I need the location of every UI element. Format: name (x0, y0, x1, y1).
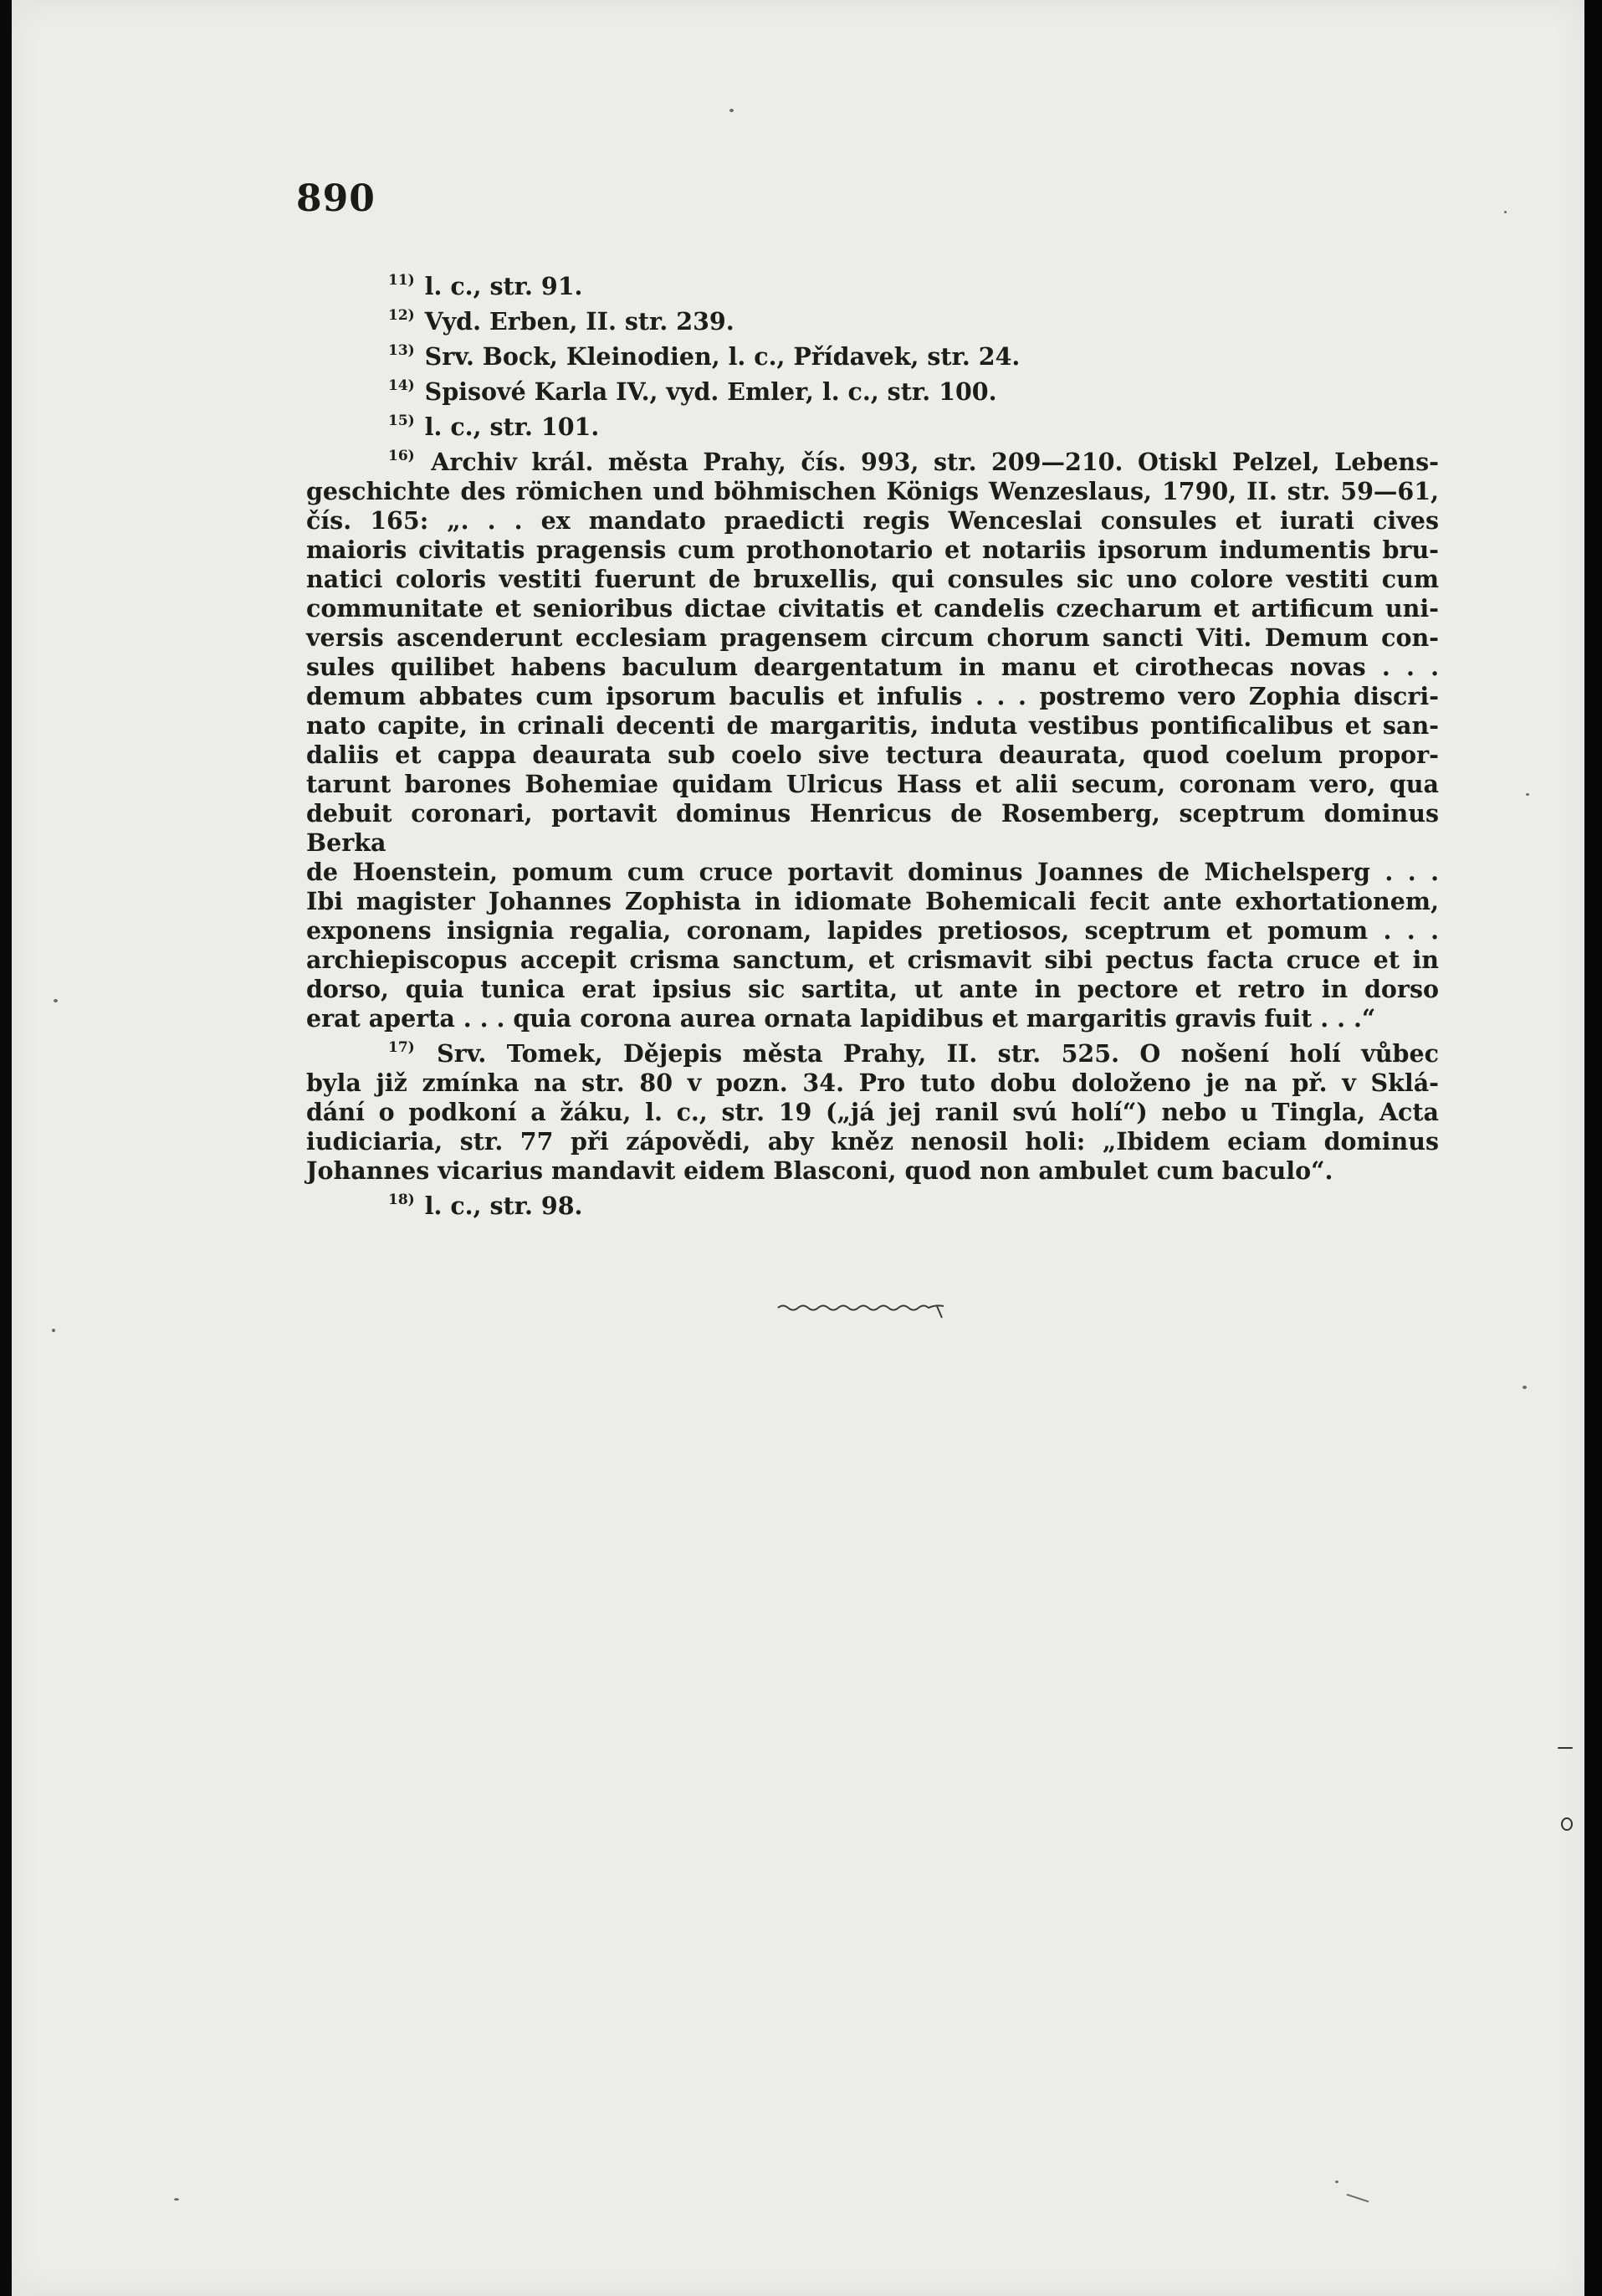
dust-speck (1526, 793, 1529, 796)
footnote-18 (306, 1186, 1439, 1221)
footnote-line: maioris civitatis pragensis cum prothonotario et notariis ipsorum indumentis bru- (306, 536, 1439, 564)
dust-speck (1561, 1817, 1573, 1831)
footnote-13 (306, 336, 1439, 372)
footnote-line: byla již zmínka na str. 80 v pozn. 34. Pro tuto dobu doloženo je na př. v Sklá- (306, 1069, 1439, 1097)
dust-speck (1346, 2194, 1369, 2203)
footnote-14 (306, 372, 1439, 407)
dust-speck (729, 109, 734, 112)
footnote-line: nato capite, in crinali decenti de margaritis, induta vestibus pontificalibus et san- (306, 711, 1439, 740)
footnotes (306, 266, 1439, 1221)
footnote-line: Johannes vicarius mandavit eidem Blasconi, quod non ambulet cum baculo“. (306, 1156, 1333, 1185)
footnote-mark: 15) (388, 413, 415, 429)
footnote-line: $^{17)}$ Srv. Tomek, Dějepis města Prahy, II. str. 525. O nošení holí vůbec (388, 1039, 1439, 1068)
footnote-line: iudiciaria, str. 77 při zápovědi, aby kněz nenosil holi: „Ibidem eciam dominus (306, 1127, 1439, 1156)
footnote-line: dání o podkoní a žáku, l. c., str. 19 („já jej ranil svú holí“) nebo u Tingla, Acta (306, 1098, 1439, 1126)
footnote-line: tarunt barones Bohemiae quidam Ulricus Hass et alii secum, coronam vero, qua (306, 770, 1439, 798)
footnote-line: archiepiscopus accepit crisma sanctum, et crismavit sibi pectus facta cruce et in (306, 946, 1439, 974)
footnote-line: daliis et cappa deaurata sub coelo sive tectura deaurata, quod coelum propor- (306, 741, 1439, 769)
footnote-mark: 16) (388, 448, 415, 464)
book-page (12, 0, 1584, 2296)
footnote-line: erat aperta . . . quia corona aurea ornata lapidibus et margaritis gravis fuit . . .“ (306, 1004, 1376, 1033)
footnote-line: dorso, quia tunica erat ipsius sic sartita, ut ante in pectore et retro in dorso (306, 975, 1439, 1003)
footnote-12 (306, 301, 1439, 336)
dust-speck (52, 1329, 55, 1332)
footnote-line: debuit coronari, portavit dominus Henricus de Rosemberg, sceptrum dominus Berka (306, 799, 1439, 857)
footnote-mark: 14) (388, 377, 415, 394)
footnote-line: communitate et senioribus dictae civitatis et candelis czecharum et artificum uni- (306, 594, 1439, 623)
footnote-mark: 13) (388, 342, 415, 359)
footnote-line: geschichte des römichen und böhmischen Königs Wenzeslaus, 1790, II. str. 59—61, (306, 477, 1439, 505)
footnote-text: Srv. Bock, Kleinodien, l. c., Přídavek, str. 24. (424, 342, 1021, 371)
section-end-ornament (776, 1299, 960, 1320)
footnote-text: Spisové Karla IV., vyd. Emler, l. c., str. 100. (424, 377, 997, 406)
footnote-line: natici coloris vestiti fuerunt de bruxellis, qui consules sic uno colore vestiti cum (306, 565, 1439, 593)
footnote-line: demum abbates cum ipsorum baculis et infulis . . . postremo vero Zophia discri- (306, 682, 1439, 710)
footnote-mark: 11) (388, 272, 415, 289)
footnote-line: versis ascenderunt ecclesiam pragensem circum chorum sancti Viti. Demum con- (306, 623, 1439, 652)
footnote-line: de Hoenstein, pomum cum cruce portavit dominus Joannes de Michelsperg . . . (306, 858, 1439, 886)
dust-speck (54, 999, 58, 1002)
footnote-text: Vyd. Erben, II. str. 239. (424, 307, 734, 336)
page-number: 890 (296, 177, 376, 220)
footnote-mark: 12) (388, 307, 415, 324)
footnote-text: l. c., str. 101. (424, 413, 600, 441)
footnote-15 (306, 407, 1439, 442)
footnote-line: $^{16)}$ Archiv král. města Prahy, čís. 993, str. 209—210. Otiskl Pelzel, Lebens- (388, 448, 1439, 476)
footnote-mark: 17) (388, 1039, 415, 1056)
dust-speck (1504, 211, 1507, 213)
footnote-line: čís. 165: „. . . ex mandato praedicti regis Wenceslai consules et iurati cives (306, 506, 1439, 535)
footnote-11 (306, 266, 1439, 301)
footnote-line: exponens insignia regalia, coronam, lapides pretiosos, sceptrum et pomum . . . (306, 916, 1439, 945)
footnote-line: sules quilibet habens baculum deargentatum in manu et cirothecas novas . . . (306, 653, 1439, 681)
scan-right-border (1584, 0, 1602, 2296)
footnote-line: Ibi magister Johannes Zophista in idiomate Bohemicali fecit ante exhortationem, (306, 887, 1439, 915)
footnote-text: l. c., str. 98. (424, 1192, 583, 1220)
dust-speck (1335, 2181, 1338, 2183)
footnote-17 (306, 1033, 1439, 1186)
footnote-text: l. c., str. 91. (424, 272, 583, 300)
footnote-mark: 18) (388, 1192, 415, 1208)
dust-speck (1523, 1386, 1527, 1389)
dust-speck (174, 2198, 179, 2201)
dust-speck (1558, 1747, 1573, 1749)
footnote-16 (306, 442, 1439, 1033)
